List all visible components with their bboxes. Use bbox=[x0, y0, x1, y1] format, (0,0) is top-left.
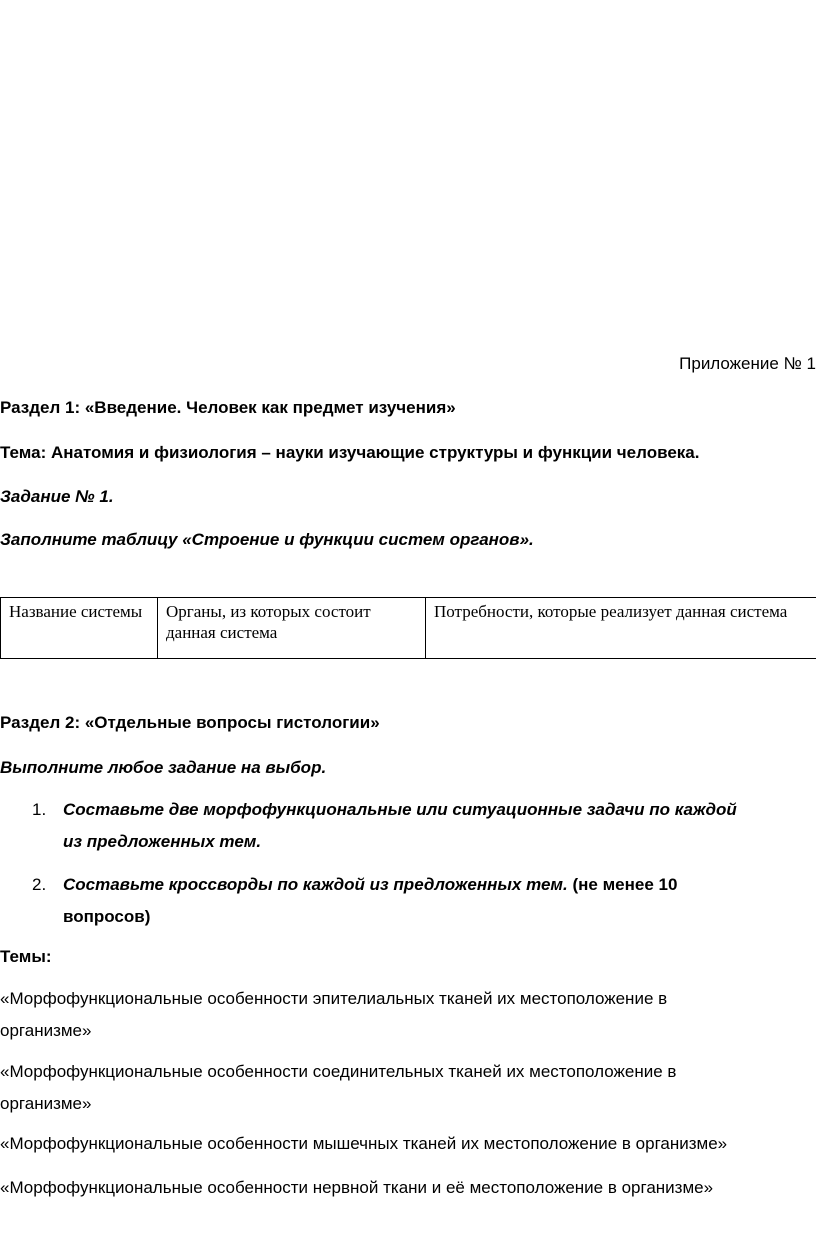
section-2-heading bbox=[0, 712, 380, 734]
list-item-text bbox=[63, 869, 677, 933]
section-1-title: Введение. Человек как предмет изучения» bbox=[94, 398, 456, 417]
appendix-label: Приложение № 1 bbox=[679, 354, 816, 373]
list-item-text bbox=[63, 794, 737, 858]
topic-item bbox=[0, 1056, 676, 1120]
list-item-bold-text: (не менее 10 bbox=[567, 875, 678, 894]
list-item-number: 2. bbox=[32, 875, 47, 894]
list-item-italic-text: Составьте кроссворды по каждой из предложенных тем. bbox=[63, 875, 568, 894]
table-header-row bbox=[1, 598, 816, 659]
list-item-line: Составьте две морфофункциональные или ситуационные задачи по каждой bbox=[63, 800, 737, 819]
topic-line: «Морфофункциональные особенности мышечных тканей их местоположение в организме» bbox=[0, 1134, 728, 1153]
topic-line: организме» bbox=[0, 1021, 92, 1040]
topic-item bbox=[0, 1128, 727, 1160]
section-2-instruction: Выполните любое задание на выбор. bbox=[0, 758, 327, 777]
task-instruction: Заполните таблицу «Строение и функции систем органов». bbox=[0, 530, 534, 549]
list-item-line: вопросов) bbox=[63, 907, 151, 926]
list-item-line: из предложенных тем. bbox=[63, 832, 262, 851]
table-header-cell-organs bbox=[158, 598, 426, 659]
list-item-number: 1. bbox=[32, 800, 47, 819]
section-1-prefix: Раздел 1: « bbox=[0, 398, 95, 417]
table-header-cell-needs: Потребности, которые реализует данная система bbox=[426, 598, 816, 659]
topic-line: организме» bbox=[0, 1094, 92, 1113]
topics-label: Темы: bbox=[0, 947, 52, 966]
organ-systems-table bbox=[0, 597, 816, 659]
section-1-heading bbox=[0, 397, 456, 419]
section-1-theme: Тема: Анатомия и физиология – науки изучающие структуры и функции человека. bbox=[0, 443, 700, 462]
topic-line: «Морфофункциональные особенности нервной ткани и её местоположение в организме» bbox=[0, 1178, 714, 1197]
topic-item bbox=[0, 983, 667, 1047]
topic-line: «Морфофункциональные особенности соединительных тканей их местоположение в bbox=[0, 1062, 677, 1081]
section-2-title: Отдельные вопросы гистологии» bbox=[94, 713, 380, 732]
topic-line: «Морфофункциональные особенности эпителиальных тканей их местоположение в bbox=[0, 989, 668, 1008]
section-2-prefix: Раздел 2: « bbox=[0, 713, 95, 732]
topic-item bbox=[0, 1172, 713, 1204]
table-header-organs-line2: данная система bbox=[166, 623, 278, 642]
task-label: Задание № 1. bbox=[0, 487, 114, 506]
table-header-organs-line1: Органы, из которых состоит bbox=[166, 602, 371, 621]
table-header-cell-system-name: Название системы bbox=[1, 598, 158, 659]
list-item-line bbox=[63, 869, 677, 901]
